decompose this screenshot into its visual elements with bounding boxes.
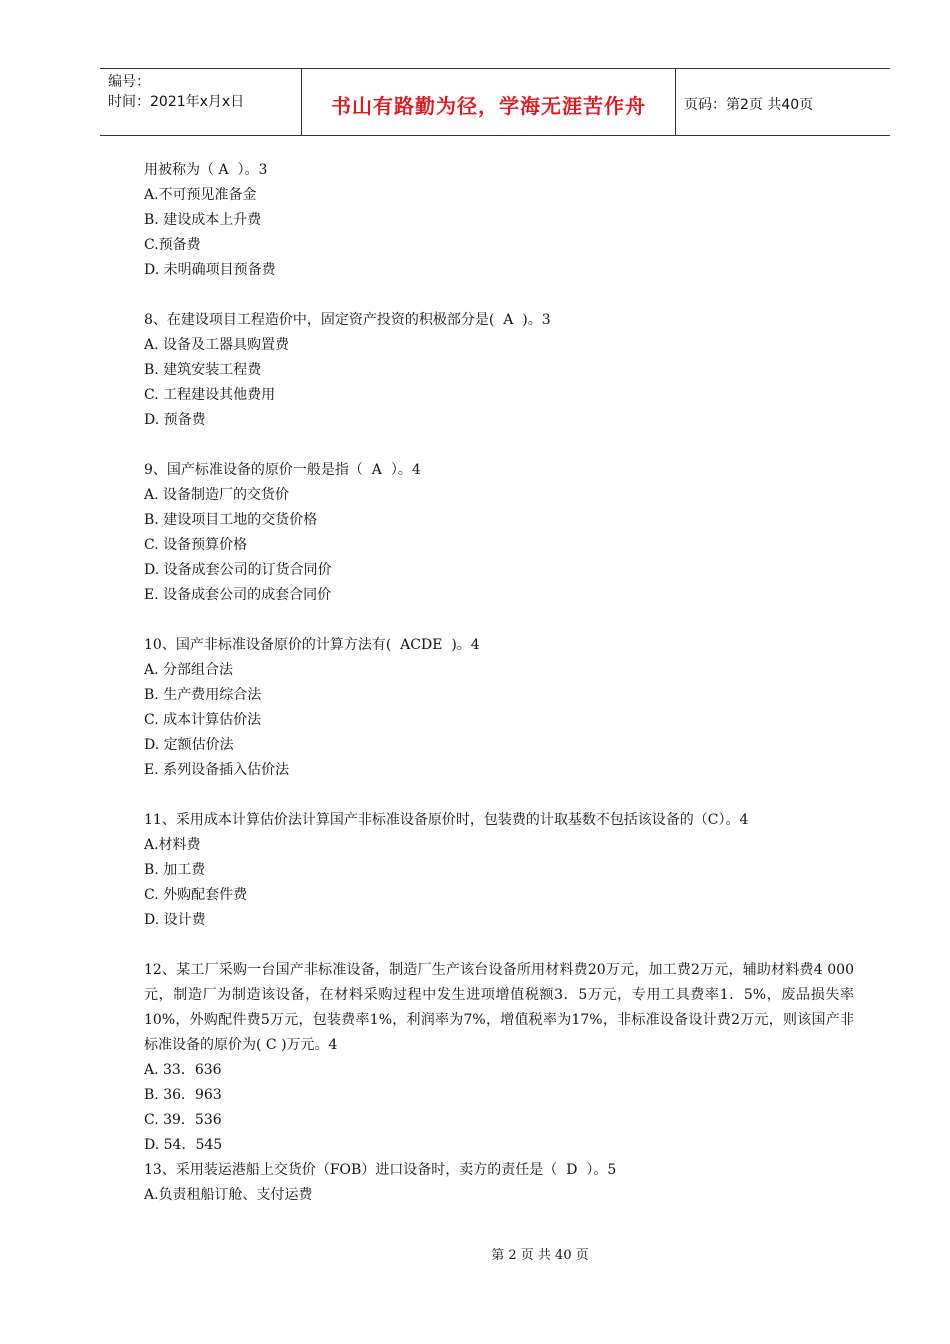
header-page-info	[676, 69, 890, 135]
page-info-text: 页码：第2页 共40页	[684, 97, 814, 113]
answer-option: E. 设备成套公司的成套合同价	[144, 587, 332, 603]
number-label: 编号：	[108, 74, 150, 90]
question-stem: 9、国产标准设备的原价一般是指（ A ）。4	[144, 462, 421, 478]
question-stem: 8、在建设项目工程造价中，固定资产投资的积极部分是( A )。3	[144, 312, 551, 328]
time-label: 时间：2021年x月x日	[108, 94, 245, 110]
header-motto	[302, 69, 676, 135]
answer-option: D. 54．545	[144, 1137, 223, 1153]
answer-option: A. 分部组合法	[144, 662, 234, 678]
question-8	[144, 308, 854, 433]
answer-option: D. 预备费	[144, 412, 206, 428]
answer-option: A.不可预见准备金	[144, 187, 257, 203]
answer-option: D. 设计费	[144, 912, 206, 928]
page-footer	[0, 1244, 950, 1263]
answer-option: B. 生产费用综合法	[144, 687, 262, 703]
answer-option: D. 设备成套公司的订货合同价	[144, 562, 332, 578]
answer-option: C. 工程建设其他费用	[144, 387, 276, 403]
document-body	[144, 158, 854, 1208]
answer-option: A.材料费	[144, 837, 201, 853]
answer-option: B. 建设成本上升费	[144, 212, 262, 228]
answer-option: A.负责租船订舱、支付运费	[144, 1187, 313, 1203]
footer-page-number: 第 2 页 共 40 页	[491, 1248, 589, 1263]
question-stem: 12、某工厂采购一台国产非标准设备，制造厂生产该台设备所用材料费20万元，加工费2万元，辅助材料费4 000元，制造厂为制造该设备，在材料采购过程中发生进项增值税额3．5万元，专用工具费率1．5%，废品损失率10%，外购配件费5万元，包装费率1%，利润率为7%，增值税率为17%，非标准设备设计费2万元，则该国产非标准设备的原价为( C )万元。4	[144, 962, 854, 1053]
header-meta	[100, 69, 302, 135]
answer-option: A. 设备制造厂的交货价	[144, 487, 290, 503]
answer-option: A. 设备及工器具购置费	[144, 337, 290, 353]
answer-option: C. 设备预算价格	[144, 537, 248, 553]
answer-option: C. 成本计算估价法	[144, 712, 262, 728]
motto-text: 书山有路勤为径，学海无涯苦作舟	[331, 93, 646, 118]
question-block	[144, 158, 854, 283]
answer-option: B. 加工费	[144, 862, 206, 878]
question-stem: 13、采用装运港船上交货价（FOB）进口设备时，卖方的责任是（ D ）。5	[144, 1162, 617, 1178]
question-12	[144, 958, 854, 1158]
answer-option: A. 33．636	[144, 1062, 222, 1078]
answer-option: D. 定额估价法	[144, 737, 234, 753]
answer-option: C. 外购配套件费	[144, 887, 248, 903]
question-13	[144, 1158, 854, 1208]
question-stem: 11、采用成本计算估价法计算国产非标准设备原价时，包装费的计取基数不包括该设备的（C）。4	[144, 812, 749, 828]
page-header	[100, 68, 890, 136]
question-stem: 用被称为（ A ）。3	[144, 162, 268, 178]
answer-option: E. 系列设备插入估价法	[144, 762, 290, 778]
answer-option: B. 36．963	[144, 1087, 222, 1103]
answer-option: C.预备费	[144, 237, 201, 253]
question-stem: 10、国产非标准设备原价的计算方法有( ACDE )。4	[144, 637, 480, 653]
answer-option: D. 未明确项目预备费	[144, 262, 276, 278]
question-10	[144, 633, 854, 783]
answer-option: B. 建设项目工地的交货价格	[144, 512, 318, 528]
answer-option: C. 39．536	[144, 1112, 222, 1128]
answer-option: B. 建筑安装工程费	[144, 362, 262, 378]
question-11	[144, 808, 854, 933]
question-9	[144, 458, 854, 608]
